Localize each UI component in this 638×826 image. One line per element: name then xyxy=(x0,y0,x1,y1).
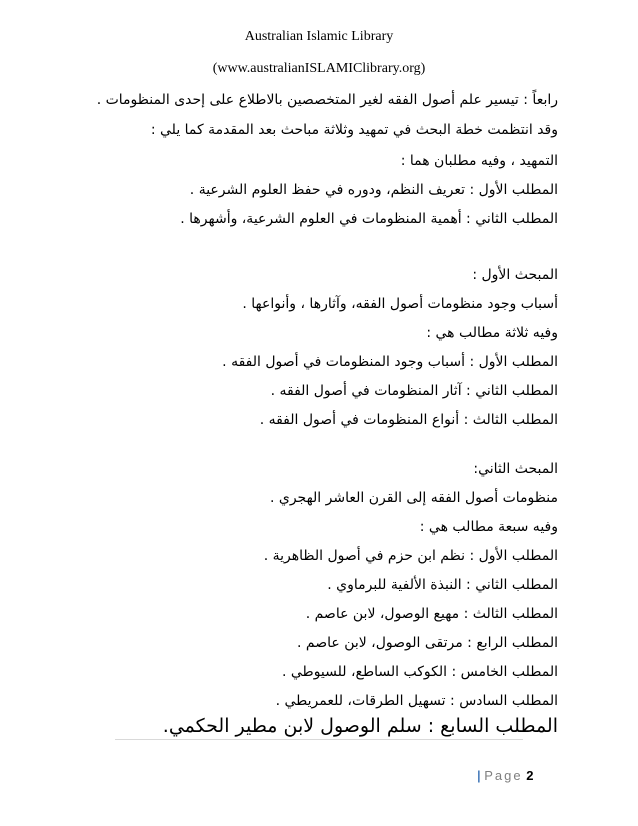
section-heading: التمهيد ، وفيه مطلبان هما : xyxy=(400,153,558,169)
library-title: Australian Islamic Library xyxy=(244,29,394,44)
library-url: (www.australianISLAMIClibrary.org) xyxy=(212,61,426,76)
section-subtitle: منظومات أصول الفقه إلى القرن العاشر الهجري . xyxy=(269,490,558,506)
list-item: المطلب السادس : تسهيل الطرقات، للعمريطي . xyxy=(275,693,558,709)
section-heading: المبحث الأول : xyxy=(472,267,558,283)
paragraph-line: وقد انتظمت خطة البحث في تمهيد وثلاثة مباحث بعد المقدمة كما يلي : xyxy=(150,122,558,138)
page-label: Page xyxy=(484,768,523,783)
paragraph-line: وفيه سبعة مطالب هي : xyxy=(419,519,558,535)
page-number-value: 2 xyxy=(526,768,534,783)
list-item: المطلب الأول : تعريف النظم، ودوره في حفظ العلوم الشرعية . xyxy=(189,182,558,198)
list-item: المطلب الخامس : الكوكب الساطع، للسيوطي . xyxy=(281,664,558,680)
page-separator: | xyxy=(477,768,481,783)
list-item: المطلب الثاني : آثار المنظومات في أصول الفقه . xyxy=(270,383,558,399)
paragraph-line: رابعاً : تيسير علم أصول الفقه لغير المتخصصين بالاطلاع على إحدى المنظومات . xyxy=(96,92,558,108)
list-item: المطلب الثاني : النبذة الألفية للبرماوي . xyxy=(327,577,558,593)
section-subtitle: أسباب وجود منظومات أصول الفقه، وآثارها ، وأنواعها . xyxy=(242,296,558,312)
list-item: المطلب الثالث : مهيع الوصول، لابن عاصم . xyxy=(305,606,558,622)
list-item: المطلب الثاني : أهمية المنظومات في العلوم الشرعية، وأشهرها . xyxy=(180,211,558,227)
list-item: المطلب الأول : أسباب وجود المنظومات في أصول الفقه . xyxy=(222,354,558,370)
list-item: المطلب الثالث : أنواع المنظومات في أصول الفقه . xyxy=(259,412,558,428)
paragraph-line: وفيه ثلاثة مطالب هي : xyxy=(426,325,558,341)
list-item: المطلب الأول : نظم ابن حزم في أصول الظاهرية . xyxy=(263,548,558,564)
footer-divider xyxy=(115,739,523,740)
section-heading: المبحث الثاني: xyxy=(473,461,558,477)
list-item: المطلب السابع : سلم الوصول لابن مطير الحكمي. xyxy=(162,715,558,737)
list-item: المطلب الرابع : مرتقى الوصول، لابن عاصم . xyxy=(297,635,558,651)
page-number xyxy=(477,768,534,783)
